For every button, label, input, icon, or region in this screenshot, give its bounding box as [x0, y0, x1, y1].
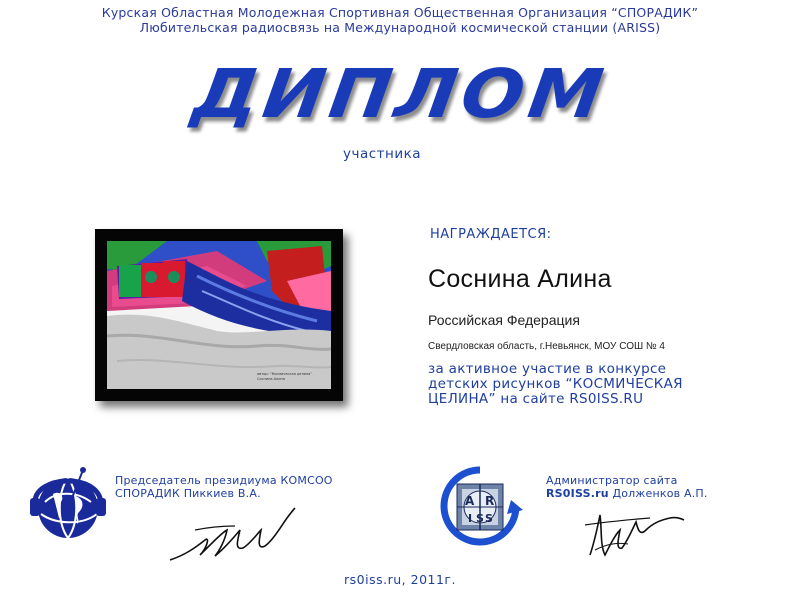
organization-subtitle: Любительская радиосвязь на Международной космической станции (ARISS) [139, 20, 661, 35]
awarded-label: НАГРАЖДАЕТСЯ: [430, 227, 552, 242]
child-drawing-image [107, 241, 331, 389]
ariss-letter-s1: S [476, 512, 484, 525]
award-reason-line: детских рисунков “КОСМИЧЕСКАЯ [428, 376, 683, 392]
ariss-letter-i: I [468, 512, 473, 525]
footer-text: rs0iss.ru, 2011г. [344, 572, 456, 587]
ariss-letter-r: R [485, 494, 495, 508]
right-signature-image [580, 500, 690, 565]
recipient-name: Соснина Алина [428, 265, 612, 293]
drawing-caption-title: автор: “Космическая целина” [257, 372, 313, 376]
right-signatory-site: RS0ISS.ru [546, 487, 609, 500]
drawing-frame [95, 229, 343, 401]
award-reason [428, 362, 768, 407]
diploma-title: ДИПЛОМ [187, 56, 613, 134]
right-signatory-title [546, 474, 708, 500]
sporadik-globe-logo [25, 462, 107, 544]
diploma-subtitle: участника [343, 146, 422, 162]
left-signatory-position: Председатель президиума КОМСОО [115, 474, 333, 487]
recipient-school: Свердловская область, г.Невьянск, МОУ СОШ № 4 [428, 341, 665, 352]
ariss-letter-a: A [465, 494, 475, 508]
award-reason-line: ЦЕЛИНА” на сайте RS0ISS.RU [428, 391, 644, 407]
award-reason-line: за активное участие в конкурсе [428, 361, 667, 377]
recipient-country: Российская Федерация [428, 312, 580, 328]
right-signatory-position: Администратор сайта [546, 474, 678, 487]
ariss-letter-s2: S [485, 512, 493, 525]
left-signatory-title [115, 474, 333, 500]
left-signature-image [165, 500, 300, 570]
ariss-logo [435, 462, 525, 552]
organization-header [0, 5, 800, 35]
right-signatory-line [546, 487, 708, 500]
organization-name: Курская Областная Молодежная Спортивная Общественная Организация “СПОРАДИК” [101, 5, 699, 20]
drawing-caption-author: Соснина Алина [257, 377, 285, 381]
right-signatory-name: Долженков А.П. [612, 487, 708, 500]
left-signatory-name: СПОРАДИК Пиккиев В.А. [115, 487, 261, 500]
